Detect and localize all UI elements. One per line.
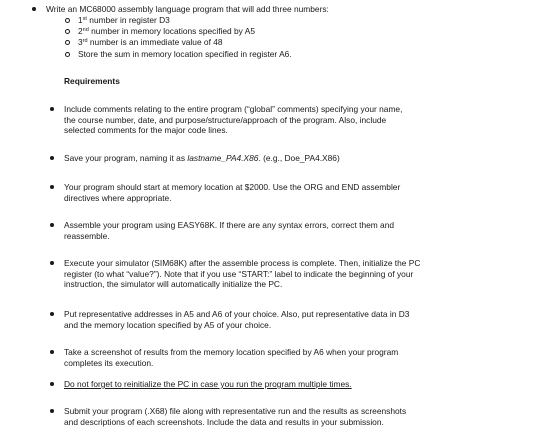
bullet-dot [50, 312, 54, 316]
bullet-dot [50, 261, 54, 265]
bullet-dot [32, 7, 36, 11]
sub-bullet-circle [65, 29, 70, 34]
requirement-comments: Include comments relating to the entire program (“global” comments) specifying your name, the course number, date, and purpose/structure/approach of the program. Also, include selected comments for the major code lines. [64, 104, 504, 136]
requirement-start-address: Your program should start at memory location at $2000. Use the ORG and END assembler directives where appropriate. [64, 182, 504, 203]
intro-item-3: 3rd number is an immediate value of 48 [78, 37, 478, 48]
bullet-dot [50, 409, 54, 413]
requirement-reinitialize: Do not forget to reinitialize the PC in case you run the program multiple times. [64, 379, 504, 390]
intro-item-4: Store the sum in memory location specified in register A6. [78, 49, 478, 60]
bullet-dot [50, 382, 54, 386]
bullet-dot [50, 185, 54, 189]
requirement-execute: Execute your simulator (SIM68K) after the assemble process is complete. Then, initialize the PC register (to what “value?”). Note that if you use “START:” label to indicate the beginning of your instruction, the simulator will automatically initialize the PC. [64, 258, 504, 290]
requirement-assemble: Assemble your program using EASY68K. If there are any syntax errors, correct them and reassemble. [64, 220, 504, 241]
intro-bullet [46, 4, 486, 15]
intro-item-1: 1st number in register D3 [78, 15, 478, 26]
bullet-dot [50, 107, 54, 111]
requirement-submit: Submit your program (.X68) file along with representative run and the results as screenshots and descriptions of each screenshots. Include the data and results in your submission. [64, 406, 504, 427]
bullet-dot [50, 156, 54, 160]
requirement-screenshot: Take a screenshot of results from the memory location specified by A6 when your program completes its execution. [64, 347, 504, 368]
intro-text: Write an MC68000 assembly language program that will add three numbers: [46, 4, 329, 14]
sub-bullet-circle [65, 40, 70, 45]
sub-bullet-circle [65, 18, 70, 23]
sub-bullet-circle [65, 52, 70, 57]
bullet-dot [50, 223, 54, 227]
requirement-save: Save your program, naming it as lastname_PA4.X86. (e.g., Doe_PA4.X86) [64, 153, 504, 164]
intro-item-2: 2nd number in memory locations specified by A5 [78, 26, 478, 37]
requirement-addresses: Put representative addresses in A5 and A6 of your choice. Also, put representative data in D3 and the memory location specified by A5 of your choice. [64, 309, 504, 330]
bullet-dot [50, 350, 54, 354]
requirements-heading: Requirements [64, 76, 120, 86]
